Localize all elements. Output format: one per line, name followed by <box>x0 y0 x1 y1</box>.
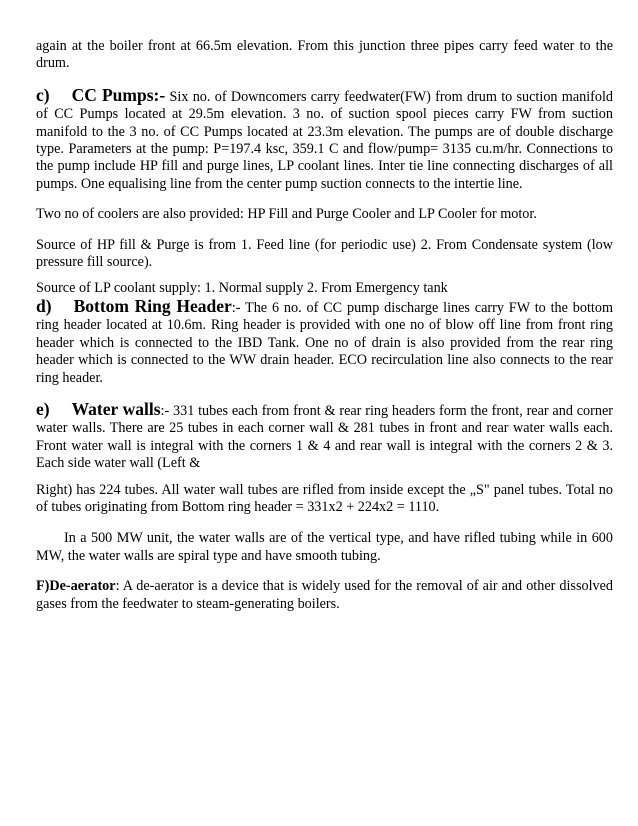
deaerator-heading: F)De-aerator <box>36 578 116 595</box>
water-walls-paragraph-2: Right) has 224 tubes. All water wall tubes are rifled from inside except the „S" panel tubes. Total no of tubes originating from Bottom ring header = 331x2 + 224x2 = 1110. <box>36 481 613 515</box>
water-walls-heading: Water walls <box>71 398 161 419</box>
water-walls-paragraph <box>36 398 613 473</box>
ring-header-separator: :- <box>231 299 241 316</box>
hp-fill-paragraph: Source of HP fill & Purge is from 1. Feed line (for periodic use) 2. From Condensate system (low pressure fill source). <box>36 236 613 271</box>
deaerator-paragraph <box>36 578 613 613</box>
coolers-paragraph: Two no of coolers are also provided: HP Fill and Purge Cooler and LP Cooler for motor. <box>36 206 537 223</box>
ring-header-body: The 6 no. of CC pump discharge lines carry FW to the bottom ring header located at 10.6m. Ring header is provided with one no of blow off line from front ring header which is connected to the IBD Tank. One no of drain is also provided from the rear ring header which is connected to the WW drain header. ECO recirculation line also connects to the rear ring header. <box>36 299 613 386</box>
ring-header-heading: Bottom Ring Header <box>73 295 232 316</box>
cc-pumps-body: Six no. of Downcomers carry feedwater(FW) from drum to suction manifold of CC Pumps located at 29.5m elevation. 3 no. of suction spool pieces carry FW from suction manifold to the 3 no. of CC Pumps located at 23.3m elevation. The pumps are of double discharge type. Parameters at the pump: P=197.4 ksc, 359.1 C and flow/pump= 3135 cu.m/hr. Connections to the pump include HP fill and purge lines, LP coolant lines. Inter tie line connecting discharges of all pumps. One equalising line from the center pump suction connects to the intertie line. <box>36 88 614 192</box>
ring-header-label: d) <box>36 295 52 316</box>
water-walls-label: e) <box>36 398 50 419</box>
cc-pumps-paragraph <box>36 84 614 193</box>
water-walls-body-1: 331 tubes each from front & rear ring headers form the front, rear and corner water walls. There are 25 tubes in each corner wall & 281 tubes in front and rear water walls each. Front water wall is integral with the corners 1 & 4 and rear wall is integral with the corners 2 & 3. Each side water wall (Left & <box>36 402 613 472</box>
cc-pumps-heading: CC Pumps:- <box>71 84 166 105</box>
cc-pumps-label: c) <box>36 84 50 105</box>
lp-coolant-paragraph: Source of LP coolant supply: 1. Normal supply 2. From Emergency tank <box>36 280 448 297</box>
water-walls-separator: :- <box>160 402 170 419</box>
ring-header-paragraph <box>36 295 613 387</box>
deaerator-body: : A de-aerator is a device that is widely used for the removal of air and other dissolved gases from the feedwater to steam-generating boilers. <box>36 578 613 612</box>
document-page <box>36 38 613 613</box>
intro-paragraph: again at the boiler front at 66.5m elevation. From this junction three pipes carry feed water to the drum. <box>36 38 613 72</box>
mw-note-paragraph: In a 500 MW unit, the water walls are of the vertical type, and have rifled tubing while in 600 MW, the water walls are spiral type and have smooth tubing. <box>36 530 613 564</box>
